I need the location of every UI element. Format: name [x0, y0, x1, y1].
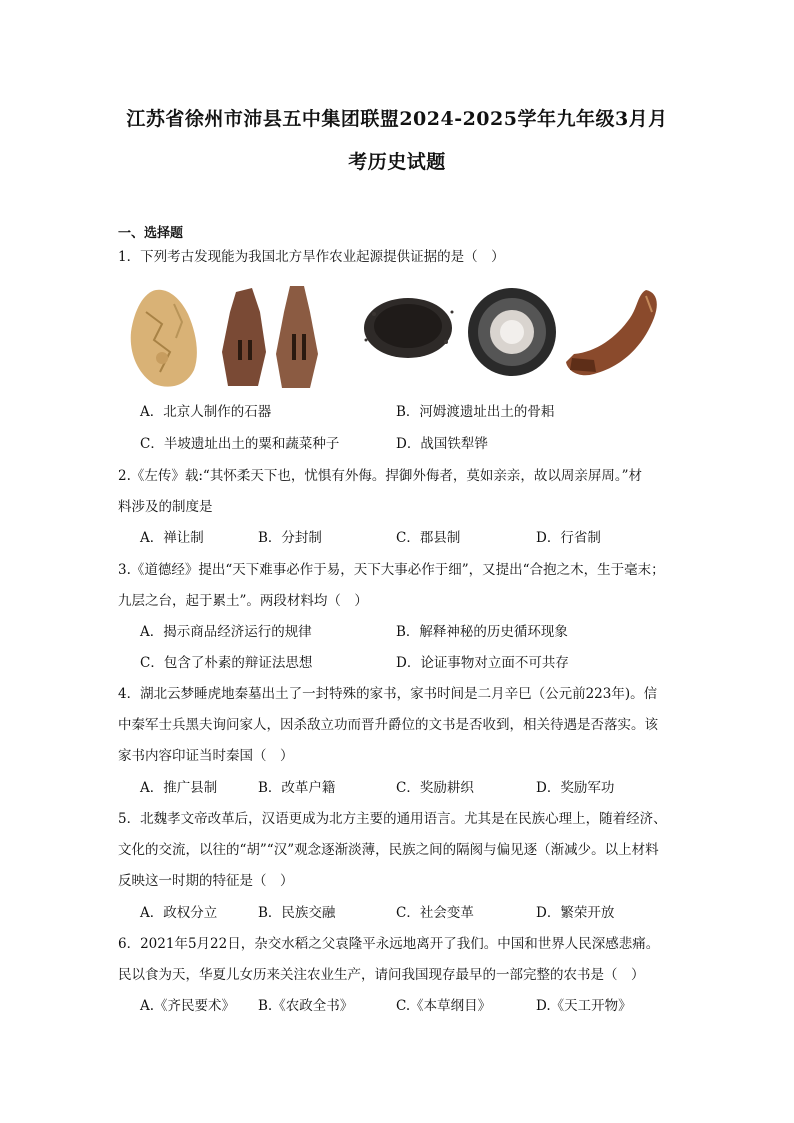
q3-option-d: D．论证事物对立面不可共存 [396, 655, 569, 671]
page-title-line2: 考历史试题 [348, 151, 446, 173]
page-title: 江苏省徐州市沛县五中集团联盟2024-2025学年九年级3月月 [126, 108, 668, 130]
question-3-text: 3.《道德经》提出“天下难事必作于易，天下大事必作于细”，又提出“合抱之木，生于毫末； [118, 562, 665, 578]
bowl-image [468, 288, 556, 376]
q4-option-c: C．奖励耕织 [396, 780, 474, 796]
q5-option-c: C．社会变革 [396, 905, 474, 921]
q5-option-a: A．政权分立 [140, 905, 218, 921]
q6-option-d: D.《天工开物》 [536, 998, 632, 1014]
q3-option-b: B．解释神秘的历史循环现象 [396, 624, 568, 640]
bone-spade-image [222, 286, 318, 388]
stone-tool-image [131, 290, 197, 387]
question-3-text: 九层之台，起于累土”。两段材料均（ ） [118, 593, 368, 609]
question-5-text: 5．北魏孝文帝改革后，汉语更成为北方主要的通用语言。尤其是在民族心理上，随着经济、 [118, 811, 667, 827]
q6-option-c: C.《本草纲目》 [396, 998, 492, 1014]
q3-option-c: C．包含了朴素的辩证法思想 [140, 655, 313, 671]
plowshare-image [566, 290, 657, 375]
section-heading: 一、选择题 [118, 226, 184, 241]
question-4-text: 中秦军士兵黑夫询问家人，因杀敌立功而晋升爵位的文书是否收到，相关待遇是否落实。该 [118, 717, 658, 733]
question-6-text: 民以食为天，华夏儿女历来关注农业生产，请问我国现存最早的一部完整的农书是（ ） [118, 967, 645, 983]
question-2-text: 料涉及的制度是 [118, 499, 213, 515]
q2-option-c: C．郡县制 [396, 530, 461, 546]
q1-option-b: B．河姆渡遗址出土的骨耜 [396, 404, 555, 420]
q2-option-a: A．禅让制 [140, 530, 204, 546]
q5-option-d: D．繁荣开放 [536, 905, 615, 921]
question-2-text: 2.《左传》载:“其怀柔天下也，忧惧有外侮。捍御外侮者，莫如亲亲，故以周亲屏周。”材 [118, 468, 642, 484]
question-4-text: 4．湖北云梦睡虎地秦墓出土了一封特殊的家书，家书时间是二月辛巳（公元前223年)。信 [118, 686, 658, 702]
q5-option-b: B．民族交融 [258, 905, 336, 921]
q6-option-a: A.《齐民要术》 [140, 998, 236, 1014]
question-5-text: 反映这一时期的特征是（ ） [118, 873, 294, 889]
q4-option-a: A．推广县制 [140, 780, 218, 796]
q1-option-c: C．半坡遗址出土的粟和蔬菜种子 [140, 436, 340, 452]
q2-option-b: B．分封制 [258, 530, 322, 546]
q3-option-a: A．揭示商品经济运行的规律 [140, 624, 312, 640]
question-5-text: 文化的交流，以往的“胡”“汉”观念逐渐淡薄，民族之间的隔阂与偏见逐（渐减少。以上材料 [118, 842, 659, 858]
q6-option-b: B.《农政全书》 [258, 998, 354, 1014]
q2-option-d: D．行省制 [536, 530, 601, 546]
question-6-text: 6．2021年5月22日，杂交水稻之父袁隆平永远地离开了我们。中国和世界人民深感悲痛。 [118, 936, 660, 952]
q4-option-d: D．奖励军功 [536, 780, 615, 796]
seeds-image [364, 298, 454, 358]
q4-option-b: B．改革户籍 [258, 780, 336, 796]
question-1-images [126, 282, 666, 392]
question-4-text: 家书内容印证当时秦国（ ） [118, 748, 294, 764]
q1-option-a: A．北京人制作的石器 [140, 404, 272, 420]
q1-option-d: D．战国铁犁铧 [396, 436, 488, 452]
question-1-text: 1．下列考古发现能为我国北方旱作农业起源提供证据的是（ ） [118, 249, 505, 265]
